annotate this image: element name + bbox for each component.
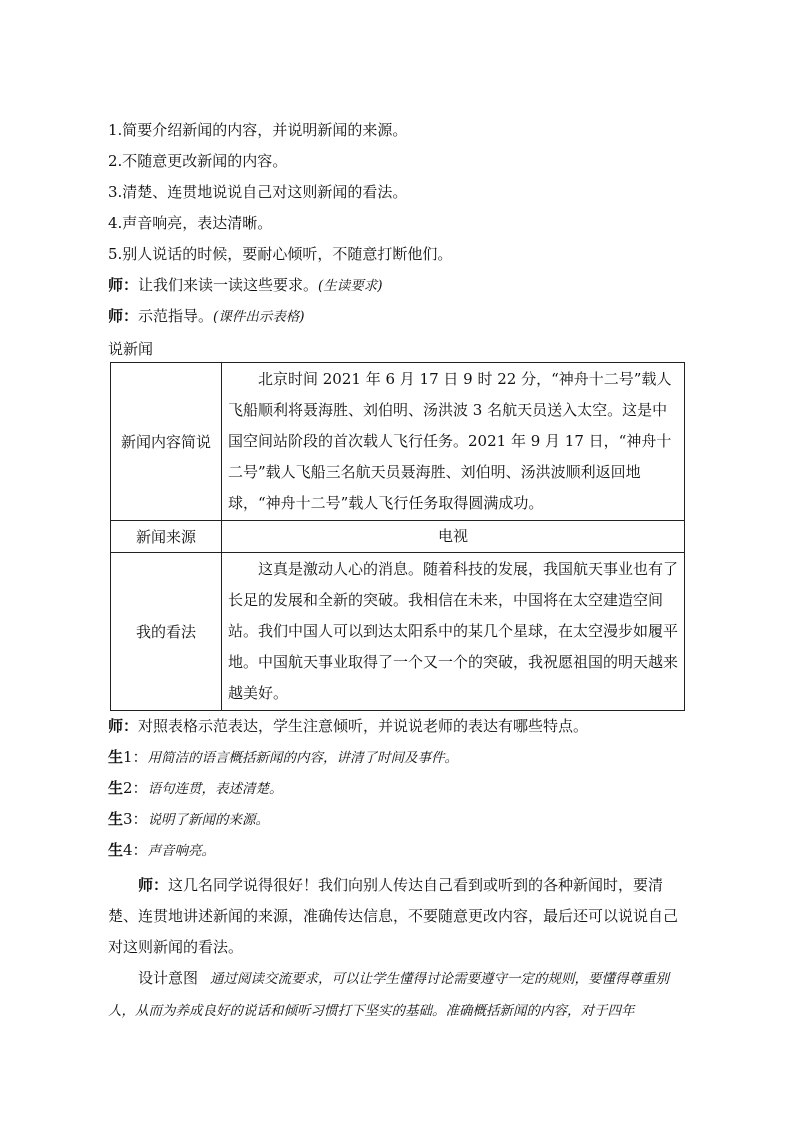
teacher-summary <box>108 870 688 963</box>
table-row <box>111 363 685 521</box>
teacher-text: 这几名同学说得很好！我们向别人传达自己看到或听到的各种新闻时，要清楚、连贯地讲述新闻的来源，准确传达信息，不要随意更改内容，最后还可以说说自己对这则新闻的看法。 <box>108 876 679 956</box>
news-table <box>110 362 685 711</box>
speaker-label: 生 <box>108 779 124 797</box>
speaker-label: 生 <box>108 748 124 766</box>
row-content <box>222 553 685 711</box>
row-content <box>222 363 685 521</box>
design-intent <box>108 963 688 1027</box>
teacher-line-3 <box>108 716 588 736</box>
student-line-4 <box>108 840 215 861</box>
news-source: 电视 <box>222 521 685 553</box>
news-summary: 北京时间 2021 年 6 月 17 日 9 时 22 分，“神舟十二号”载人飞船顺利将聂海胜、刘伯明、汤洪波 3 名航天员送入太空。这是中国空间站阶段的首次载人飞行任务。2021 年 9 月 17 日，“神舟十二号”载人飞船三名航天员聂海胜、刘伯明、汤洪波顺利返回地球，“神舟十二号”载人飞行任务取得圆满成功。 <box>228 370 672 512</box>
student-line-3 <box>108 809 269 830</box>
teacher-text: 让我们来读一读这些要求。 <box>138 276 319 294</box>
table-row <box>111 521 685 553</box>
requirement-3: 3.清楚、连贯地说说自己对这则新闻的看法。 <box>108 183 408 201</box>
teacher-line-1 <box>108 275 383 296</box>
row-label: 新闻内容简说 <box>111 363 222 521</box>
speaker-label: 生 <box>108 810 124 828</box>
requirement-5: 5.别人说话的时候，要耐心倾听，不随意打断他们。 <box>108 245 453 263</box>
row-label: 我的看法 <box>111 553 222 711</box>
requirement-4: 4.声音响亮，表达清晰。 <box>108 214 273 232</box>
teacher-text: 对照表格示范表达，学生注意倾听，并说说老师的表达有哪些特点。 <box>138 717 589 735</box>
speaker-label: 师： <box>108 307 139 325</box>
student-number: 2： <box>123 779 148 797</box>
student-number: 4： <box>123 841 148 859</box>
row-label: 新闻来源 <box>111 521 222 553</box>
student-line-2 <box>108 778 283 799</box>
student-text: 说明了新闻的来源。 <box>147 812 270 828</box>
teacher-text: 示范指导。 <box>138 307 214 325</box>
table-title: 说新闻 <box>108 340 154 358</box>
student-text: 用简洁的语言概括新闻的内容，讲清了时间及事件。 <box>147 750 459 766</box>
student-line-1 <box>108 747 458 768</box>
my-opinion: 这真是激动人心的消息。随着科技的发展，我国航天事业也有了长足的发展和全新的突破。我相信在未来，中国将在太空建造空间站。我们中国人可以到达太阳系中的某几个星球，在太空漫步如履平地。中国航天事业取得了一个又一个的突破，我祝愿祖国的明天越来越美好。 <box>228 560 679 702</box>
speaker-label: 生 <box>108 841 124 859</box>
design-label: 设计意图 <box>138 969 199 987</box>
speaker-label: 师： <box>108 717 139 735</box>
requirement-1: 1.简要介绍新闻的内容，并说明新闻的来源。 <box>108 121 408 139</box>
teacher-line-2 <box>108 306 305 327</box>
student-text: 声音响亮。 <box>147 843 216 859</box>
design-text: 通过阅读交流要求，可以让学生懂得讨论需要遵守一定的规则，要懂得尊重别人，从而为养成良好的说话和倾听习惯打下坚实的基础。准确概括新闻的内容，对于四年 <box>108 971 670 1019</box>
table-row <box>111 553 685 711</box>
stage-note: (课件出示表格) <box>213 309 305 325</box>
speaker-label: 师： <box>138 876 169 894</box>
requirement-2: 2.不随意更改新闻的内容。 <box>108 152 288 170</box>
student-text: 语句连贯，表述清楚。 <box>147 781 283 797</box>
stage-note: (生读要求) <box>318 278 383 294</box>
student-number: 1： <box>123 748 148 766</box>
student-number: 3： <box>123 810 148 828</box>
speaker-label: 师： <box>108 276 139 294</box>
